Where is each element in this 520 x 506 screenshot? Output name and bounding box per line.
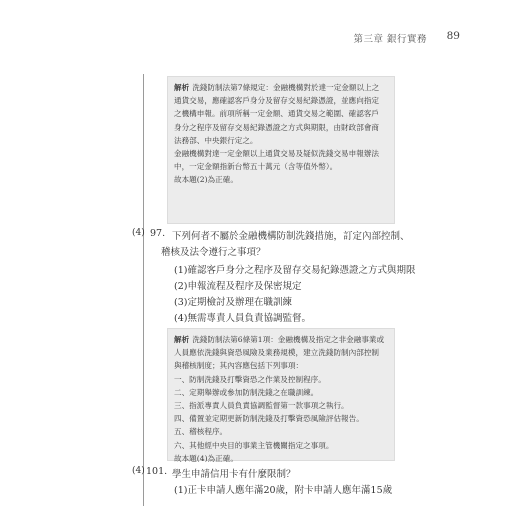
option-2: (2)申報流程及程序及保密規定 [174, 281, 302, 292]
question-text: 學生申請信用卡有什麼限制？ [172, 469, 296, 480]
explanation-line: 故本題(2)為正確。 [174, 175, 238, 185]
explanation-line: 法務部、中央銀行定之。 [174, 135, 258, 145]
explanation-line: 通貨交易，應確認客戶身分及留存交易紀錄憑證，並應向指定 [174, 96, 380, 106]
question-text: 下列何者不屬於金融機構防制洗錢措施，訂定內部控制、 [172, 231, 410, 242]
option-4: (4)無需專責人員負責協調監督。 [174, 313, 311, 324]
page-header [0, 31, 520, 47]
explanation-line: 五、稽核程序。 [174, 427, 228, 437]
margin-rule [143, 74, 144, 506]
explanation-line: 與稽核制度；其內容應包括下列事項： [174, 361, 304, 371]
question-number: 101. [146, 466, 168, 477]
chapter-title: 第三章 銀行實務 [353, 34, 427, 45]
answer-label: (4) [132, 228, 145, 238]
option-1: (1)正卡申請人應年滿20歲，附卡申請人應年滿15歲 [174, 485, 393, 496]
question-number: 97. [150, 228, 166, 239]
explanation-line: 故本題(4)為正確。 [174, 453, 238, 463]
question-text: 稽核及法令遵行之事項？ [161, 247, 266, 258]
explanation-line: 二、定期舉辦或參加防制洗錢之在職訓練。 [174, 387, 319, 397]
explanation-line: 金融機構對達一定金額以上通貨交易及疑似洗錢交易申報辦法 [174, 149, 380, 159]
page-number: 89 [446, 30, 460, 42]
explanation-line: 身分之程序及留存交易紀錄憑證之方式與期限，由財政部會商 [174, 122, 380, 132]
option-3: (3)定期檢討及辦理在職訓練 [174, 297, 292, 308]
answer-label: (4) [132, 466, 145, 476]
explanation-line: 中，一定金額指新台幣五十萬元（含等值外幣）。 [174, 162, 338, 172]
explanation-line: 洗錢防制法第6條第1項：金融機構及指定之非金融事業或 [192, 335, 385, 344]
explanation-box [167, 76, 395, 224]
explanation-line: 之機構申報。前項所稱一定金額、通貨交易之範圍、確認客戶 [174, 109, 380, 119]
explanation-line: 洗錢防制法第7條規定：金融機構對於達一定金額以上之 [192, 83, 380, 92]
explanation-line: 六、其他經中央目的事業主管機關指定之事項。 [174, 440, 334, 450]
explanation-line: 三、指派專責人員負責協調監督第一款事項之執行。 [174, 401, 349, 411]
explanation-tag: 解析 [174, 335, 190, 344]
explanation-line: 一、防制洗錢及打擊資恐之作業及控制程序。 [174, 374, 326, 384]
explanation-tag: 解析 [174, 83, 190, 92]
option-1: (1)確認客戶身分之程序及留存交易紀錄憑證之方式與期限 [174, 265, 416, 276]
explanation-box [167, 328, 395, 461]
explanation-line: 四、備置並定期更新防制洗錢及打擊資恐風險評估報告。 [174, 414, 364, 424]
explanation-line: 人員應依洗錢與資恐風險及業務規模，建立洗錢防制內部控制 [174, 348, 380, 358]
